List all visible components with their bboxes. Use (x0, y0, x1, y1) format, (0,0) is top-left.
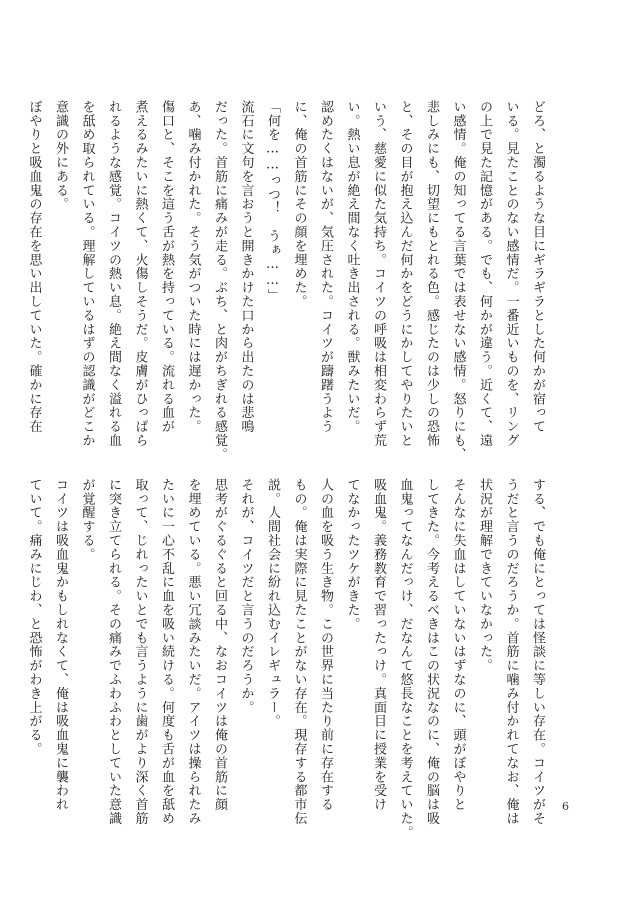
text-block-bottom (26, 478, 550, 840)
text-line: 取って、じれったいとでも言うように歯がより深く首筋 (132, 478, 148, 826)
text-line: い。熱い息が絶え間なく吐き出される。獣みたいだ。 (344, 100, 360, 434)
text-line: 人の血を吸う生き物。この世界に当たり前に存在する (318, 478, 333, 812)
text-line: に、俺の首筋にその顔を埋めた。 (291, 100, 307, 309)
text-line: してきた。今考えるべきはこの状況なのに、俺の脳は吸 (424, 478, 439, 826)
text-line: 流石に文句を言おうと開きかけた口から出たのは悲鳴 (238, 100, 254, 434)
text-line: ていて。痛みにじわ、と恐怖がわき上がる。 (26, 478, 42, 756)
text-line: たいに一心不乱に血を吸い続ける。何度も舌が血を舐め (159, 478, 174, 826)
page-number: 6 (562, 800, 569, 813)
text-line: それが、コイツだと言うのだろうか。 (238, 478, 254, 715)
text-line: ぼやりと吸血鬼の存在を思い出していた。確かに存在 (26, 100, 42, 434)
text-line: と、その目が抱え込んだ何かをどうにかしてやりたいと (397, 100, 413, 448)
text-line: 傷口と、そこを這う舌が熱を持っている。流れる血が (159, 100, 174, 434)
text-line: に突き立てられる。その痛みでふわふわとしていた意識 (106, 478, 121, 826)
text-line: を舐め取られている。理解しているはずの認識がどこか (79, 100, 95, 448)
text-line: もの。俺は実際に見たことがない存在。現存する都市伝 (291, 478, 307, 826)
text-line: 意識の外にある。 (53, 100, 68, 212)
text-line: だった。首筋に痛みが走る。ぶち、と肉がちぎれる感覚。 (212, 100, 227, 462)
text-line: あ、噛み付かれた。そう気がついた時には遅かった。 (185, 100, 201, 434)
text-line: そんなに失血はしていないはずなのに、頭がぼやりと (450, 478, 466, 812)
text-line: れるような感覚。コイツの熱い息。絶え間なく溢れる血 (106, 100, 121, 448)
text-line: する、でも俺にとっては怪談に等しい存在。コイツがそ (530, 478, 545, 826)
text-line: 思考がぐるぐると回る中、なおコイツは俺の首筋に顔 (212, 478, 227, 812)
text-block-top (26, 100, 550, 462)
text-line: 認めたくはないが、気圧された。コイツが躊躇うよう (318, 100, 333, 434)
text-line: が覚醒する。 (79, 478, 95, 562)
text-line: を埋めている。悪い冗談みたいだ。アイツは操られたみ (185, 478, 201, 826)
text-line: うだと言うのだろうか。首筋に噛み付かれてなお、俺は (503, 478, 519, 826)
text-line: の上で見た記憶がある。でも、何かが違う。近くて、遠 (477, 100, 492, 448)
text-line: どろ、と濁るような目にギラギラとした何かが宿って (530, 100, 545, 434)
text-line: 煮えるみたいに熱くて、火傷しそうだ。皮膚がひっぱら (132, 100, 148, 448)
text-line: いる。見たことのない感情だ。一番近いものを、リング (503, 100, 519, 448)
text-line: 「何を……っつ！ うぁ……」 (265, 100, 280, 303)
text-line: い感情。俺の知ってる言葉では表せない感情。怒りにも、 (450, 100, 466, 462)
text-line: てなかったツケがきた。 (344, 478, 360, 631)
text-line: 悲しみにも、切望にもとれる色。感じたのは少しの恐怖 (424, 100, 439, 448)
text-line: コイツは吸血鬼かもしれなくて、俺は吸血鬼に襲われ (53, 478, 68, 812)
text-line: 吸血鬼。義務教育で習ったっけ。真面目に授業を受け (371, 478, 386, 812)
text-line: 状況が理解できていなかった。 (477, 478, 492, 673)
text-line: 説。人間社会に紛れ込むイレギュラー。 (265, 478, 280, 729)
text-line: 血鬼ってなんだっけ、だなんて悠長なことを考えていた。 (397, 478, 413, 840)
text-line: いう、慈愛に似た気持ち。コイツの呼吸は相変わらず荒 (371, 100, 386, 448)
